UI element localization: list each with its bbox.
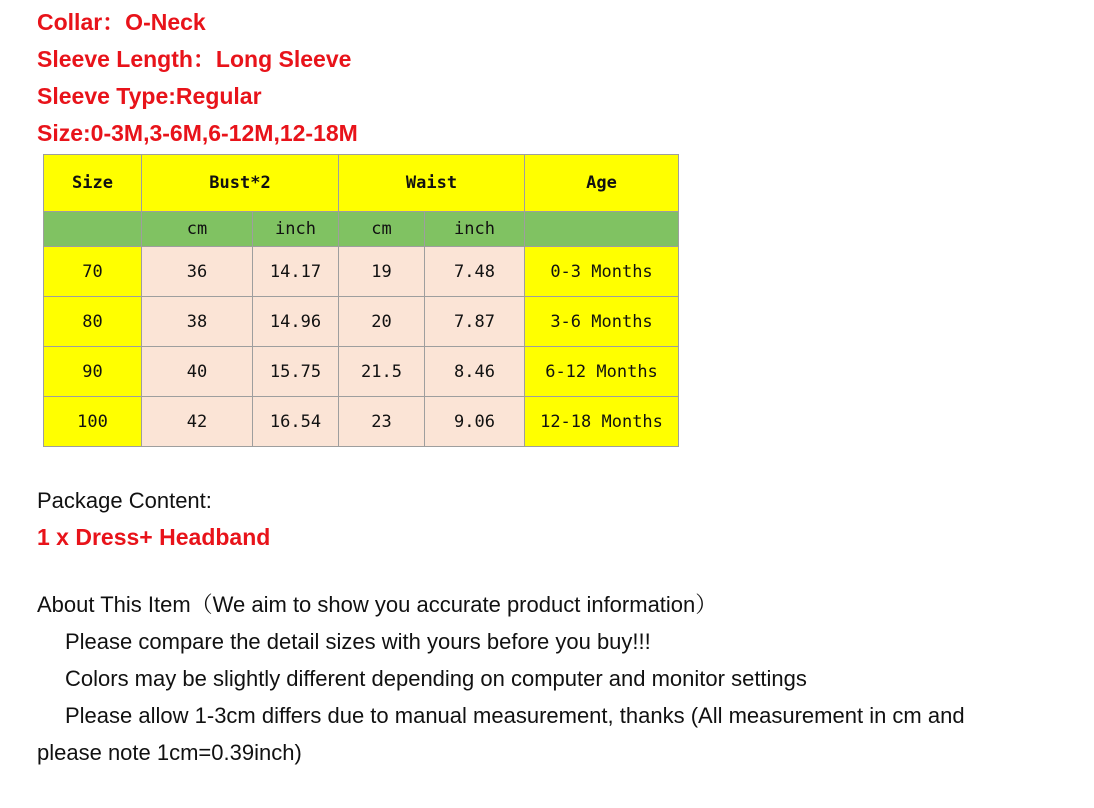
header-bust: Bust*2 <box>142 155 339 212</box>
header-age: Age <box>525 155 679 212</box>
subheader-waist-cm: cm <box>339 212 425 247</box>
cell-waist-inch: 7.87 <box>425 297 525 347</box>
cell-age: 3-6 Months <box>525 297 679 347</box>
cell-size: 90 <box>44 347 142 397</box>
cell-age: 12-18 Months <box>525 397 679 447</box>
package-content-label: Package Content: <box>37 488 212 513</box>
cell-bust-inch: 15.75 <box>253 347 339 397</box>
table-row <box>44 347 679 397</box>
cell-bust-cm: 36 <box>142 247 253 297</box>
table-row <box>44 297 679 347</box>
cell-bust-inch: 16.54 <box>253 397 339 447</box>
about-note-colors: Colors may be slightly different depending on computer and monitor settings <box>65 666 807 691</box>
cell-bust-inch: 14.96 <box>253 297 339 347</box>
subheader-bust-inch: inch <box>253 212 339 247</box>
cell-age: 0-3 Months <box>525 247 679 297</box>
about-note-measurement: Please allow 1-3cm differs due to manual measurement, thanks (All measurement in cm and <box>65 703 965 728</box>
cell-waist-inch: 9.06 <box>425 397 525 447</box>
cell-bust-inch: 14.17 <box>253 247 339 297</box>
cell-waist-inch: 8.46 <box>425 347 525 397</box>
about-note-conversion: please note 1cm=0.39inch) <box>37 740 302 765</box>
cell-bust-cm: 38 <box>142 297 253 347</box>
spec-collar: Collar：O-Neck <box>37 9 206 35</box>
cell-age: 6-12 Months <box>525 347 679 397</box>
spec-sleeve-length: Sleeve Length：Long Sleeve <box>37 46 352 72</box>
cell-bust-cm: 42 <box>142 397 253 447</box>
subheader-waist-inch: inch <box>425 212 525 247</box>
cell-waist-cm: 20 <box>339 297 425 347</box>
cell-waist-cm: 21.5 <box>339 347 425 397</box>
table-header-row <box>44 155 679 212</box>
package-content-value: 1 x Dress+ Headband <box>37 524 271 550</box>
cell-waist-inch: 7.48 <box>425 247 525 297</box>
cell-waist-cm: 19 <box>339 247 425 297</box>
subheader-empty <box>44 212 142 247</box>
about-note-compare-sizes: Please compare the detail sizes with yours before you buy!!! <box>65 629 651 654</box>
cell-size: 80 <box>44 297 142 347</box>
header-waist: Waist <box>339 155 525 212</box>
size-chart-table <box>43 154 679 447</box>
cell-waist-cm: 23 <box>339 397 425 447</box>
cell-size: 100 <box>44 397 142 447</box>
table-row <box>44 397 679 447</box>
spec-size: Size:0-3M,3-6M,6-12M,12-18M <box>37 120 358 146</box>
subheader-age-empty <box>525 212 679 247</box>
header-size: Size <box>44 155 142 212</box>
subheader-bust-cm: cm <box>142 212 253 247</box>
about-item-title: About This Item（We aim to show you accurate product information） <box>37 592 718 617</box>
table-subheader-row <box>44 212 679 247</box>
cell-size: 70 <box>44 247 142 297</box>
spec-sleeve-type: Sleeve Type:Regular <box>37 83 262 109</box>
cell-bust-cm: 40 <box>142 347 253 397</box>
table-row <box>44 247 679 297</box>
